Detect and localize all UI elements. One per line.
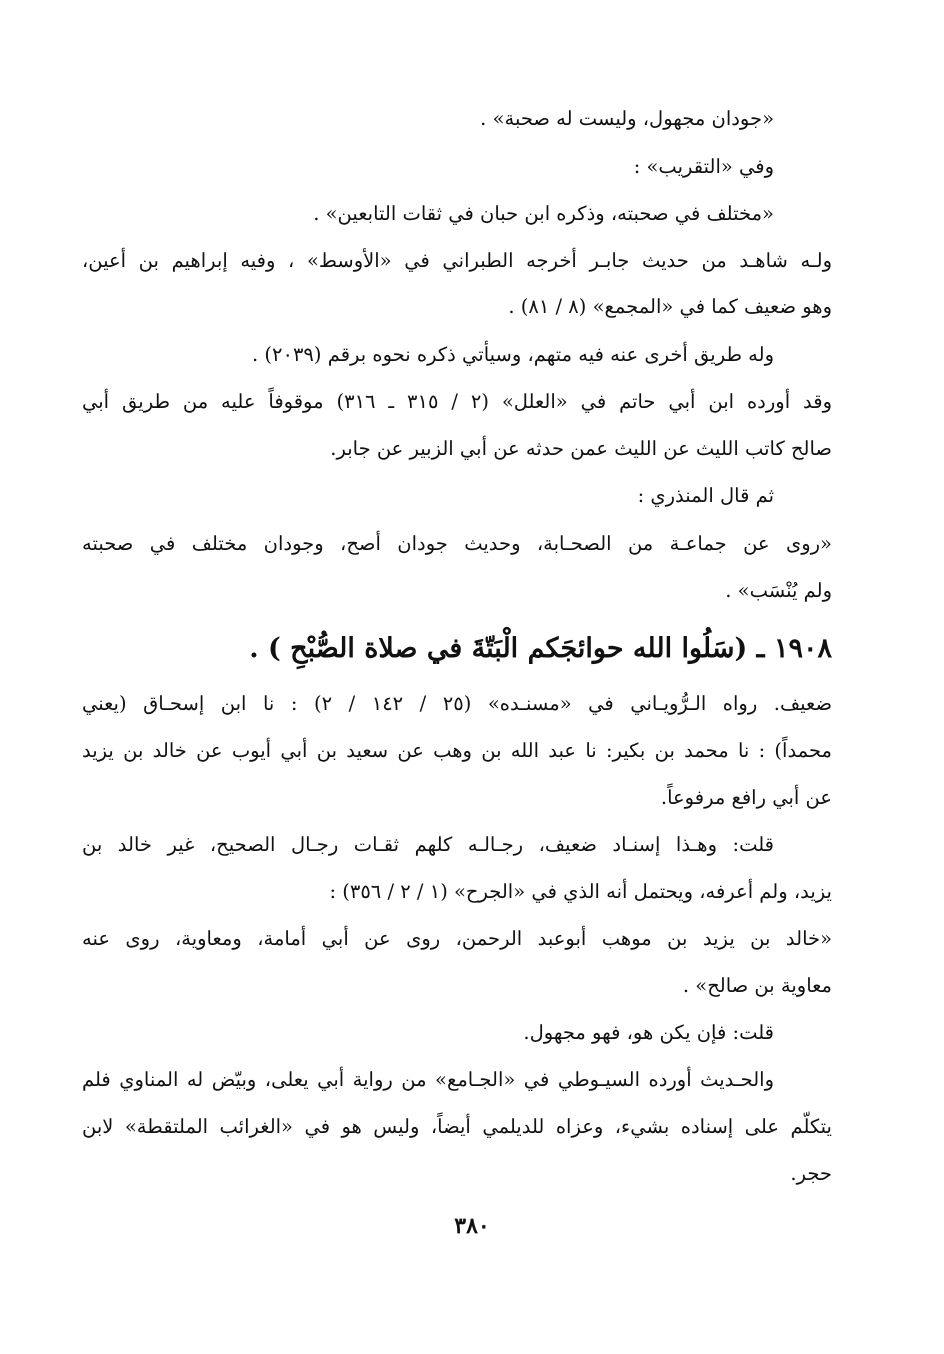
hadith-heading: ١٩٠٨ ـ (سَلُوا الله حوائجَكم الْبَتّةَ في صلاة الصُّبْحِ ) . — [249, 633, 832, 664]
text-line: قلت: وهـذا إسنـاد ضعيف، رجـالـه كلهم ثقـات رجـال الصحيح، غير خالد بن — [82, 833, 774, 856]
text-line: وله طريق أخرى عنه فيه متهم، وسيأتي ذكره نحوه برقم (٢٠٣٩) . — [251, 343, 774, 366]
text-line: والحـديث أورده السيـوطي في «الجـامع» من رواية أبي يعلى، وبيّض له المناوي فلم — [82, 1068, 774, 1091]
text-line: قلت: فإن يكن هو، فهو مجهول. — [523, 1021, 774, 1044]
text-line: وقد أورده ابن أبي حاتم في «العلل» (٢ / ٣١٥ ـ ٣١٦) موقوفاً عليه من طريق أبي — [82, 390, 832, 413]
text-line: «روى عن جماعـة من الصحـابة، وحديث جودان أصح، وجودان مختلف في صحبته — [82, 532, 832, 555]
text-line: وفي «التقريب» : — [633, 155, 774, 178]
text-line: يتكلّم على إسناده بشيء، وعزاه للديلمي أيضاً، وليس هو في «الغرائب الملتقطة» لابن — [82, 1115, 832, 1138]
text-line: حجر. — [790, 1162, 832, 1185]
text-line: محمداً) : نا محمد بن بكير: نا عبد الله بن وهب عن سعيد بن أبي أيوب عن خالد بن يزيد — [82, 739, 832, 762]
text-line: صالح كاتب الليث عن الليث عمن حدثه عن أبي الزبير عن جابر. — [330, 437, 832, 460]
text-line: معاوية بن صالح» . — [682, 974, 832, 997]
text-line: يزيد، ولم أعرفه، ويحتمل أنه الذي في «الجرح» (١ / ٢ / ٣٥٦) : — [329, 880, 832, 903]
text-line: «مختلف في صحبته، وذكره ابن حبان في ثقات التابعين» . — [313, 202, 774, 225]
text-line: «جودان مجهول، وليست له صحبة» . — [480, 107, 774, 130]
text-line: ولم يُنْسَب» . — [725, 579, 832, 602]
text-line: ضعيف. رواه الـرُّويـاني في «مسنـده» (٢٥ / ١٤٢ / ٢) : نا ابن إسحـاق (يعني — [82, 692, 833, 715]
text-line: ولـه شاهـد من حديث جابـر أخرجه الطبراني في «الأوسط» ، وفيه إبراهيم بن أعين، — [82, 249, 832, 272]
page-number: ٣٨٠ — [454, 1213, 490, 1239]
text-line: عن أبي رافع مرفوعاً. — [660, 786, 832, 809]
text-line: ثم قال المنذري : — [637, 484, 774, 507]
text-line: وهو ضعيف كما في «المجمع» (٨ / ٨١) . — [508, 295, 832, 318]
text-line: «خالد بن يزيد بن موهب أبوعبد الرحمن، روى عن أبي أمامة، ومعاوية، روى عنه — [82, 927, 832, 950]
